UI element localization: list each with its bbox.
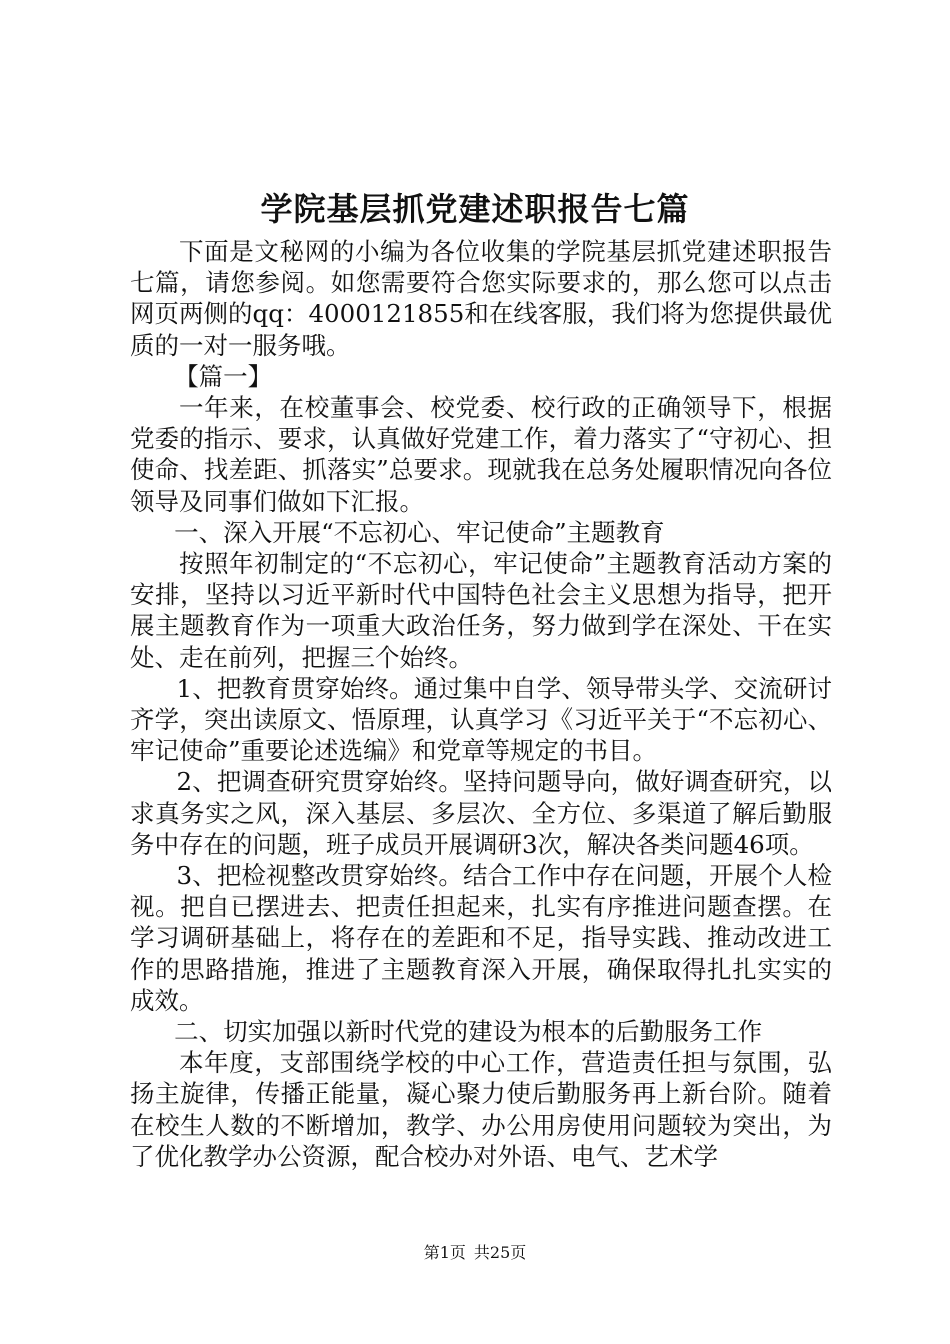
document-body xyxy=(130,236,832,1172)
page-total: 共25页 xyxy=(473,1243,527,1262)
body-paragraph: 一年来，在校董事会、校党委、校行政的正确领导下，根据党委的指示、要求，认真做好党建工作，着力落实了“守初心、担使命、找差距、抓落实”总要求。现就我在总务处履职情况向各位领导及同事们做如下汇报。 xyxy=(130,393,832,516)
section-heading: 一、深入开展“不忘初心、牢记使命”主题教育 xyxy=(174,517,665,547)
section-heading: 二、切实加强以新时代党的建设为根本的后勤服务工作 xyxy=(174,1017,763,1047)
body-paragraph: 本年度，支部围绕学校的中心工作，营造责任担与氛围，弘扬主旋律，传播正能量，凝心聚力使后勤服务再上新台阶。随着在校生人数的不断增加，教学、办公用房使用问题较为突出，为了优化教学办公资源，配合校办对外语、电气、艺术学 xyxy=(130,1048,832,1171)
document-title: 学院基层抓党建述职报告七篇 xyxy=(260,190,690,228)
section-marker: 【篇一】 xyxy=(174,361,273,391)
page-footer xyxy=(0,1241,950,1265)
intro-paragraph: 下面是文秘网的小编为各位收集的学院基层抓党建述职报告七篇，请您参阅。如您需要符合您实际要求的，那么您可以点击网页两侧的qq：4000121855和在线客服，我们将为您提供最优质的一对一服务哦。 xyxy=(130,237,832,360)
list-item: 1、把教育贯穿始终。通过集中自学、领导带头学、交流研讨齐学，突出读原文、悟原理，认真学习《习近平关于“不忘初心、牢记使命”重要论述选编》和党章等规定的书目。 xyxy=(130,673,832,766)
body-paragraph: 按照年初制定的“不忘初心，牢记使命”主题教育活动方案的安排，坚持以习近平新时代中国特色社会主义思想为指导，把开展主题教育作为一项重大政治任务，努力做到学在深处、干在实处、走在前列，把握三个始终。 xyxy=(130,549,832,672)
page-number: 第1页 xyxy=(423,1243,466,1262)
list-item: 3、把检视整改贯穿始终。结合工作中存在问题，开展个人检视。把自已摆进去、把责任担起来，扎实有序推进问题查摆。在学习调研基础上，将存在的差距和不足，指导实践、推动改进工作的思路措施，推进了主题教育深入开展，确保取得扎扎实实的成效。 xyxy=(130,861,832,1015)
list-item: 2、把调查研究贯穿始终。坚持问题导向，做好调查研究，以求真务实之风，深入基层、多层次、全方位、多渠道了解后勤服务中存在的问题，班子成员开展调研3次，解决各类问题46项。 xyxy=(130,767,832,859)
